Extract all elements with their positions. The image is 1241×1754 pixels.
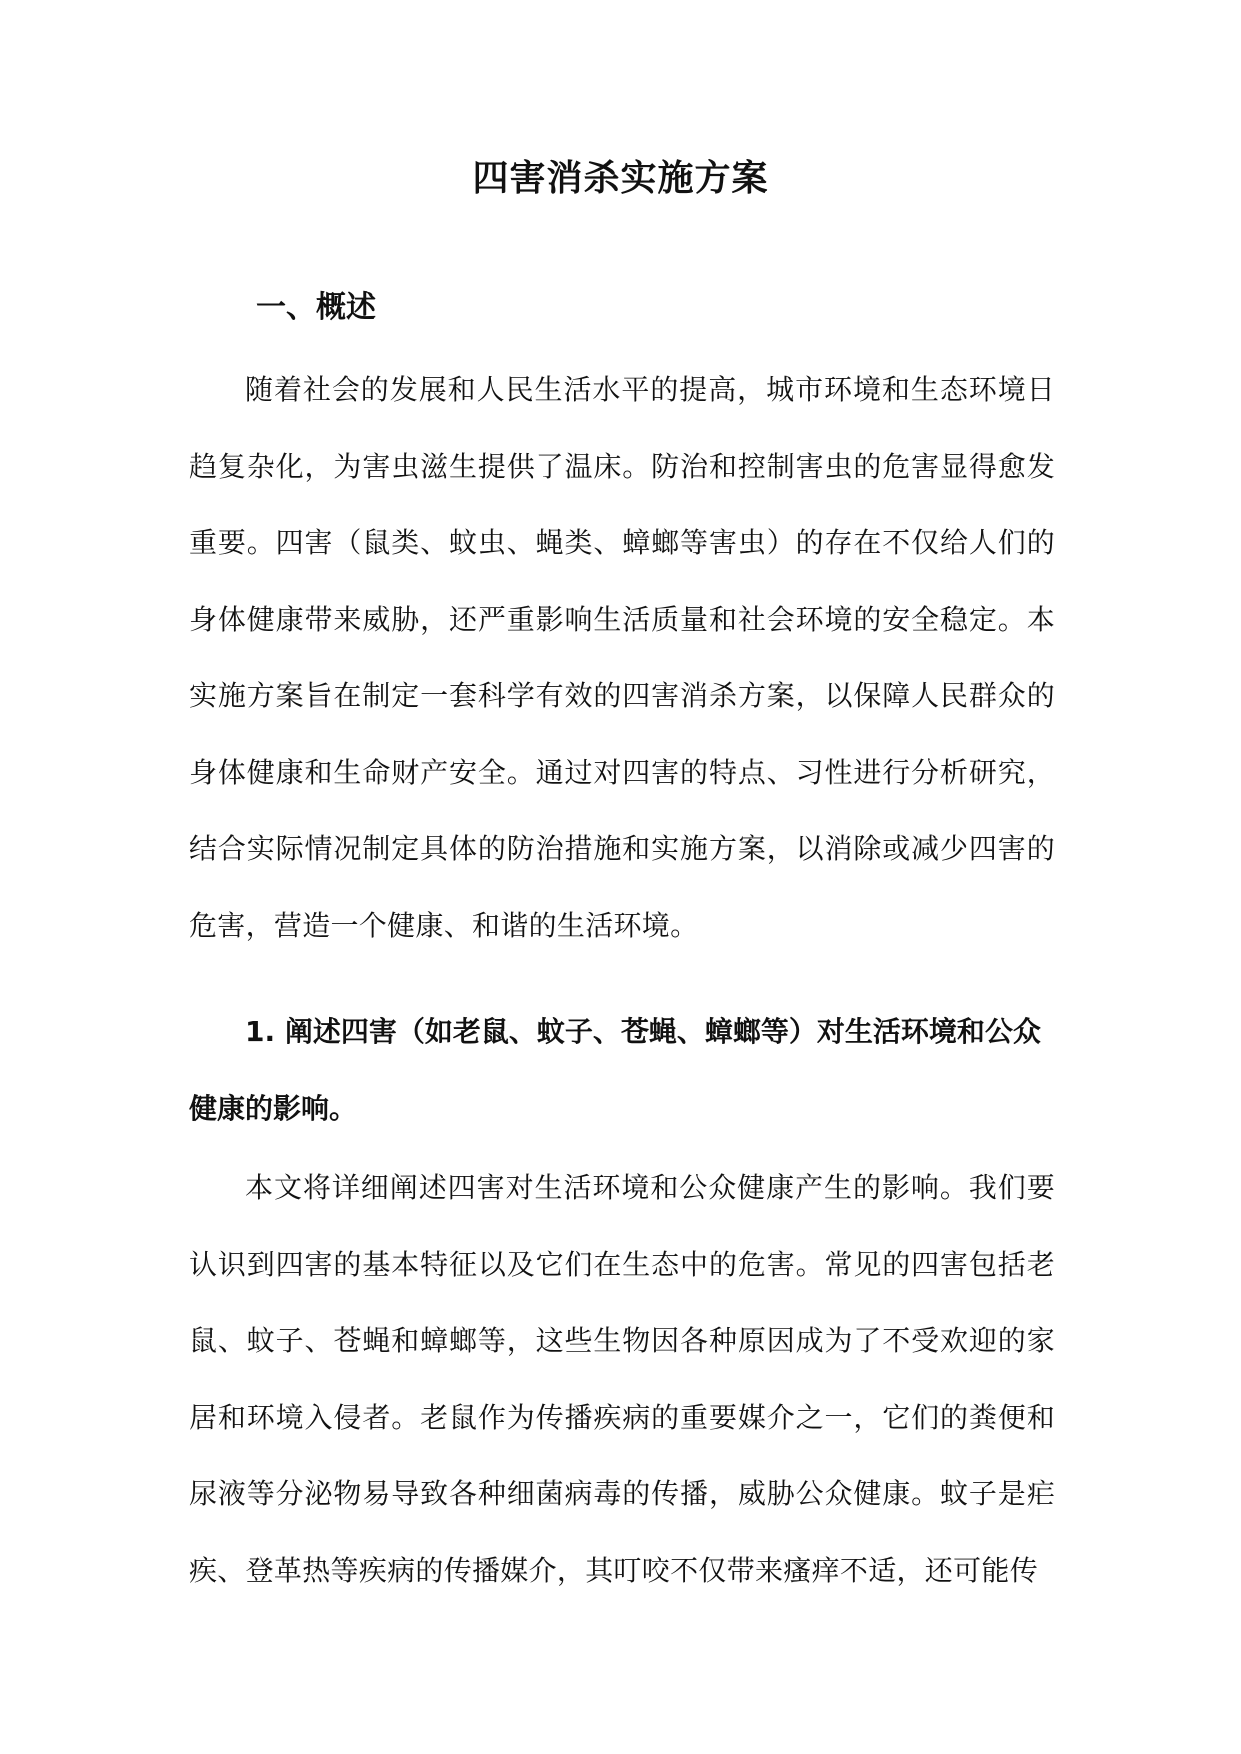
subheading-impact: 1. 阐述四害（如老鼠、蚊子、苍蝇、蟑螂等）对生活环境和公众健康的影响。 (189, 1015, 1041, 1125)
section-heading-overview: 一、概述 (256, 290, 376, 325)
document-title: 四害消杀实施方案 (472, 157, 769, 199)
paragraph-overview: 随着社会的发展和人民生活水平的提高，城市环境和生态环境日趋复杂化，为害虫滋生提供了温床。防治和控制害虫的危害显得愈发重要。四害（鼠类、蚊虫、蝇类、蟑螂等害虫）的存在不仅给人们的身体健康带来威胁，还严重影响生活质量和社会环境的安全稳定。本实施方案旨在制定一套科学有效的四害消杀方案，以保障人民群众的身体健康和生命财产安全。通过对四害的特点、习性进行分析研究，结合实际情况制定具体的防治措施和实施方案，以消除或减少四害的危害，营造一个健康、和谐的生活环境。 (189, 373, 1055, 942)
paragraph-impact: 本文将详细阐述四害对生活环境和公众健康产生的影响。我们要认识到四害的基本特征以及它们在生态中的危害。常见的四害包括老鼠、蚊子、苍蝇和蟑螂等，这些生物因各种原因成为了不受欢迎的家居和环境入侵者。老鼠作为传播疾病的重要媒介之一，它们的粪便和尿液等分泌物易导致各种细菌病毒的传播，威胁公众健康。蚊子是疟疾、登革热等疾病的传播媒介，其叮咬不仅带来瘙痒不适，还可能传 (189, 1171, 1055, 1587)
